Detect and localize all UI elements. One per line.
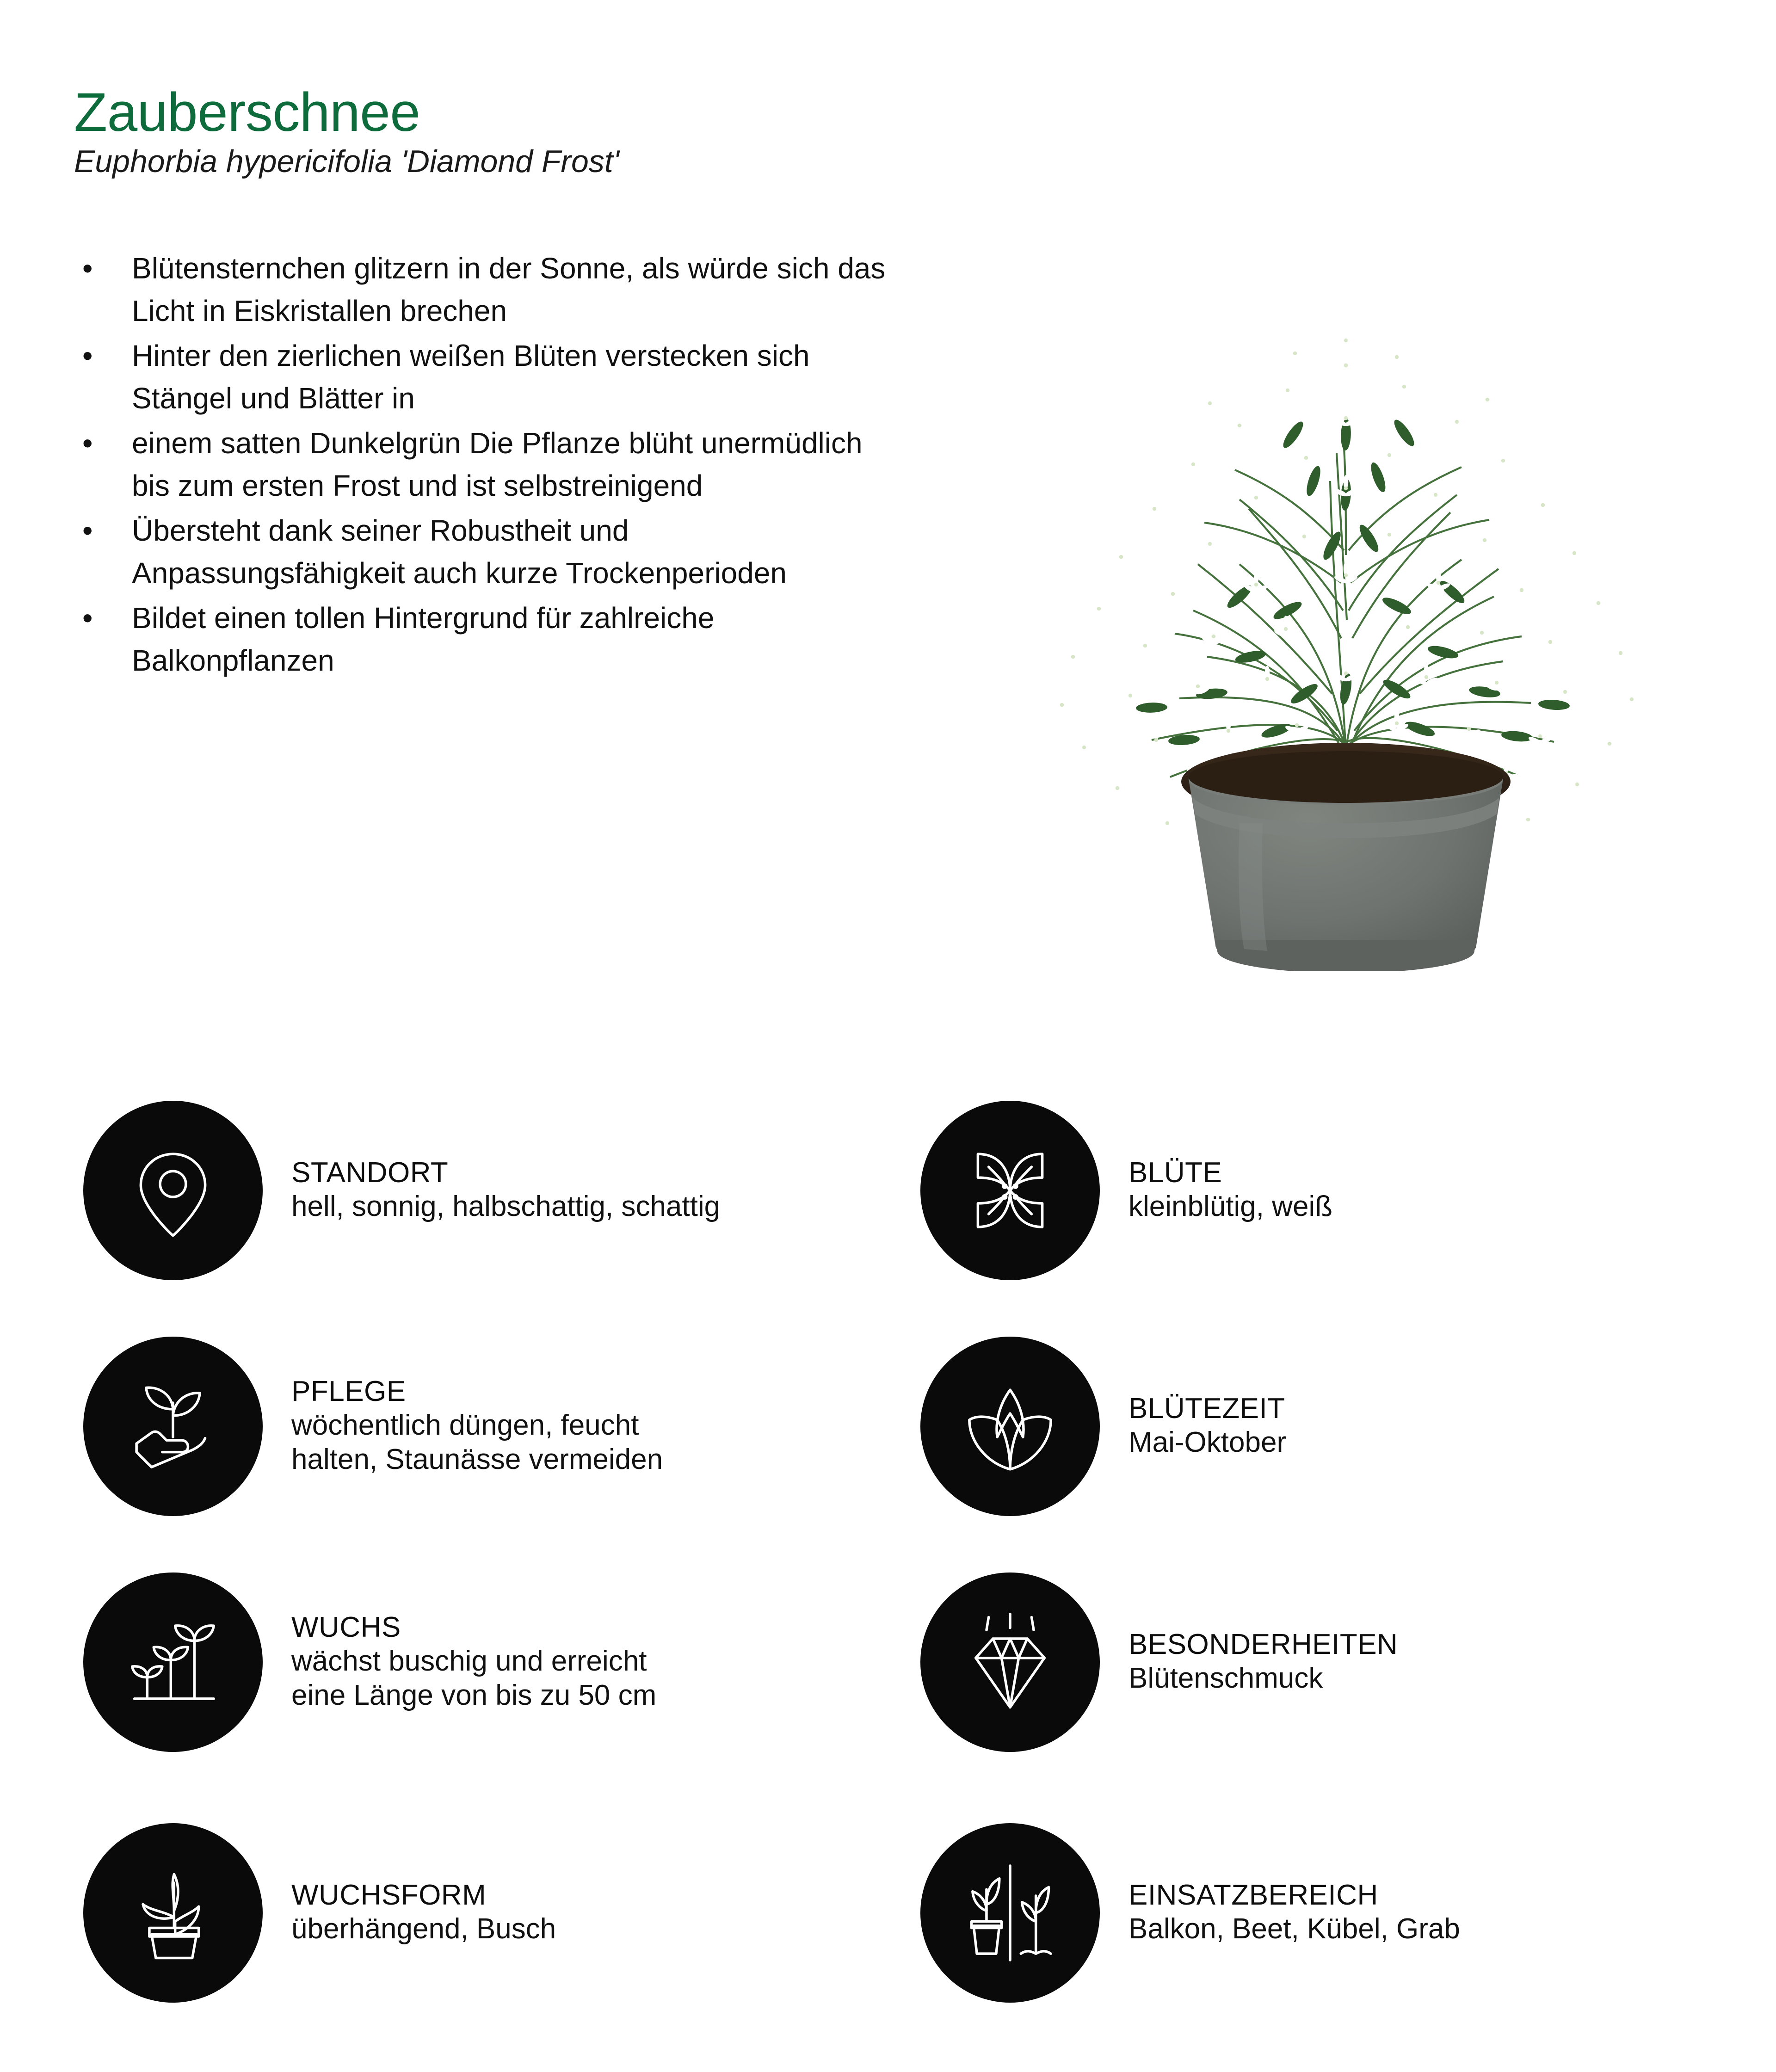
- growing-sprouts-icon: [83, 1572, 263, 1752]
- tulip-bloom-icon: [920, 1337, 1100, 1516]
- attribute-label: STANDORT: [291, 1156, 449, 1189]
- bullet-glyph: •: [82, 426, 93, 460]
- list-item-text: Übersteht dank seiner Robustheit und Anpassungsfähigkeit auch kurze Trockenperioden: [132, 514, 787, 590]
- page-title: Zauberschnee: [74, 82, 420, 143]
- plant-product-photo: [962, 176, 1730, 971]
- bullet-glyph: •: [82, 601, 93, 635]
- attribute-besonderheiten: [920, 1572, 1753, 1752]
- list-item-text: Hinter den zierlichen weißen Blüten verstecken sich Stängel und Blätter in: [132, 339, 810, 415]
- attribute-value: [1128, 1661, 1398, 1695]
- attribute-text-block: [1100, 1392, 1286, 1461]
- attribute-wuchsform: [83, 1823, 911, 2003]
- attribute-value-line: Blütenschmuck: [1128, 1662, 1323, 1694]
- list-item: [69, 422, 893, 507]
- list-item: [69, 510, 893, 594]
- list-item: [69, 335, 893, 419]
- attribute-value: [291, 1912, 556, 1946]
- diamond-gem-icon: [920, 1572, 1100, 1752]
- list-item: [69, 597, 893, 682]
- attribute-label: BLÜTEZEIT: [1128, 1392, 1285, 1424]
- four-petal-flower-icon: [920, 1101, 1100, 1280]
- location-pin-icon: [83, 1101, 263, 1280]
- attribute-label: PFLEGE: [291, 1375, 406, 1408]
- attribute-text-block: [263, 1878, 556, 1948]
- sprout-in-hand-icon: [83, 1337, 263, 1516]
- bullet-glyph: •: [82, 514, 93, 548]
- attribute-value-line: hell, sonnig, halbschattig, schattig: [291, 1190, 721, 1222]
- list-item-text: Bildet einen tollen Hintergrund für zahlreiche Balkonpflanzen: [132, 601, 715, 677]
- attribute-value-line: Mai-Oktober: [1128, 1426, 1287, 1458]
- list-item: [69, 247, 893, 332]
- attribute-text-block: [263, 1610, 656, 1714]
- bullet-glyph: •: [82, 252, 93, 285]
- botanical-name: Euphorbia hypericifolia 'Diamond Frost': [74, 144, 619, 179]
- attribute-label: EINSATZBEREICH: [1128, 1879, 1378, 1911]
- attribute-text-block: [1100, 1878, 1460, 1948]
- attribute-value: [291, 1644, 656, 1712]
- attribute-value-line: Balkon, Beet, Kübel, Grab: [1128, 1913, 1460, 1945]
- potted-plant-icon: [83, 1823, 263, 2003]
- attribute-value-line: überhängend, Busch: [291, 1913, 556, 1945]
- list-item-text: einem satten Dunkelgrün Die Pflanze blüht unermüdlich bis zum ersten Frost und ist selbstreinigend: [132, 426, 863, 502]
- list-item-text: Blütensternchen glitzern in der Sonne, als würde sich das Licht in Eiskristallen brechen: [132, 252, 886, 327]
- attribute-bluetezeit: [920, 1337, 1753, 1516]
- attribute-bluete: [920, 1101, 1753, 1280]
- attribute-text-block: [1100, 1628, 1398, 1697]
- pot-and-bed-icon: [920, 1823, 1100, 2003]
- feature-list: [69, 247, 893, 684]
- attribute-value: [1128, 1425, 1286, 1459]
- attribute-value-line: eine Länge von bis zu 50 cm: [291, 1679, 657, 1711]
- attribute-label: WUCHS: [291, 1611, 401, 1644]
- attribute-value: [1128, 1190, 1332, 1223]
- attribute-wuchs: [83, 1572, 911, 1752]
- attribute-value-line: kleinblütig, weiß: [1128, 1190, 1333, 1222]
- attribute-text-block: [263, 1156, 720, 1225]
- attribute-value: [291, 1190, 720, 1223]
- attribute-value: [291, 1408, 663, 1476]
- bullet-glyph: •: [82, 339, 93, 373]
- attribute-einsatzbereich: [920, 1823, 1753, 2003]
- attribute-value-line: wöchentlich düngen, feucht: [291, 1409, 639, 1442]
- attribute-text-block: [263, 1375, 663, 1478]
- attribute-label: BLÜTE: [1128, 1156, 1222, 1189]
- attribute-value: [1128, 1912, 1460, 1946]
- attribute-pflege: [83, 1337, 911, 1516]
- attribute-label: BESONDERHEITEN: [1128, 1628, 1398, 1660]
- attribute-value-line: wächst buschig und erreicht: [291, 1645, 647, 1677]
- attribute-standort: [83, 1101, 911, 1280]
- attribute-text-block: [1100, 1156, 1332, 1225]
- attribute-label: WUCHSFORM: [291, 1879, 487, 1911]
- attribute-value-line: halten, Staunässe vermeiden: [291, 1443, 663, 1475]
- attribute-grid: [0, 1101, 1776, 2054]
